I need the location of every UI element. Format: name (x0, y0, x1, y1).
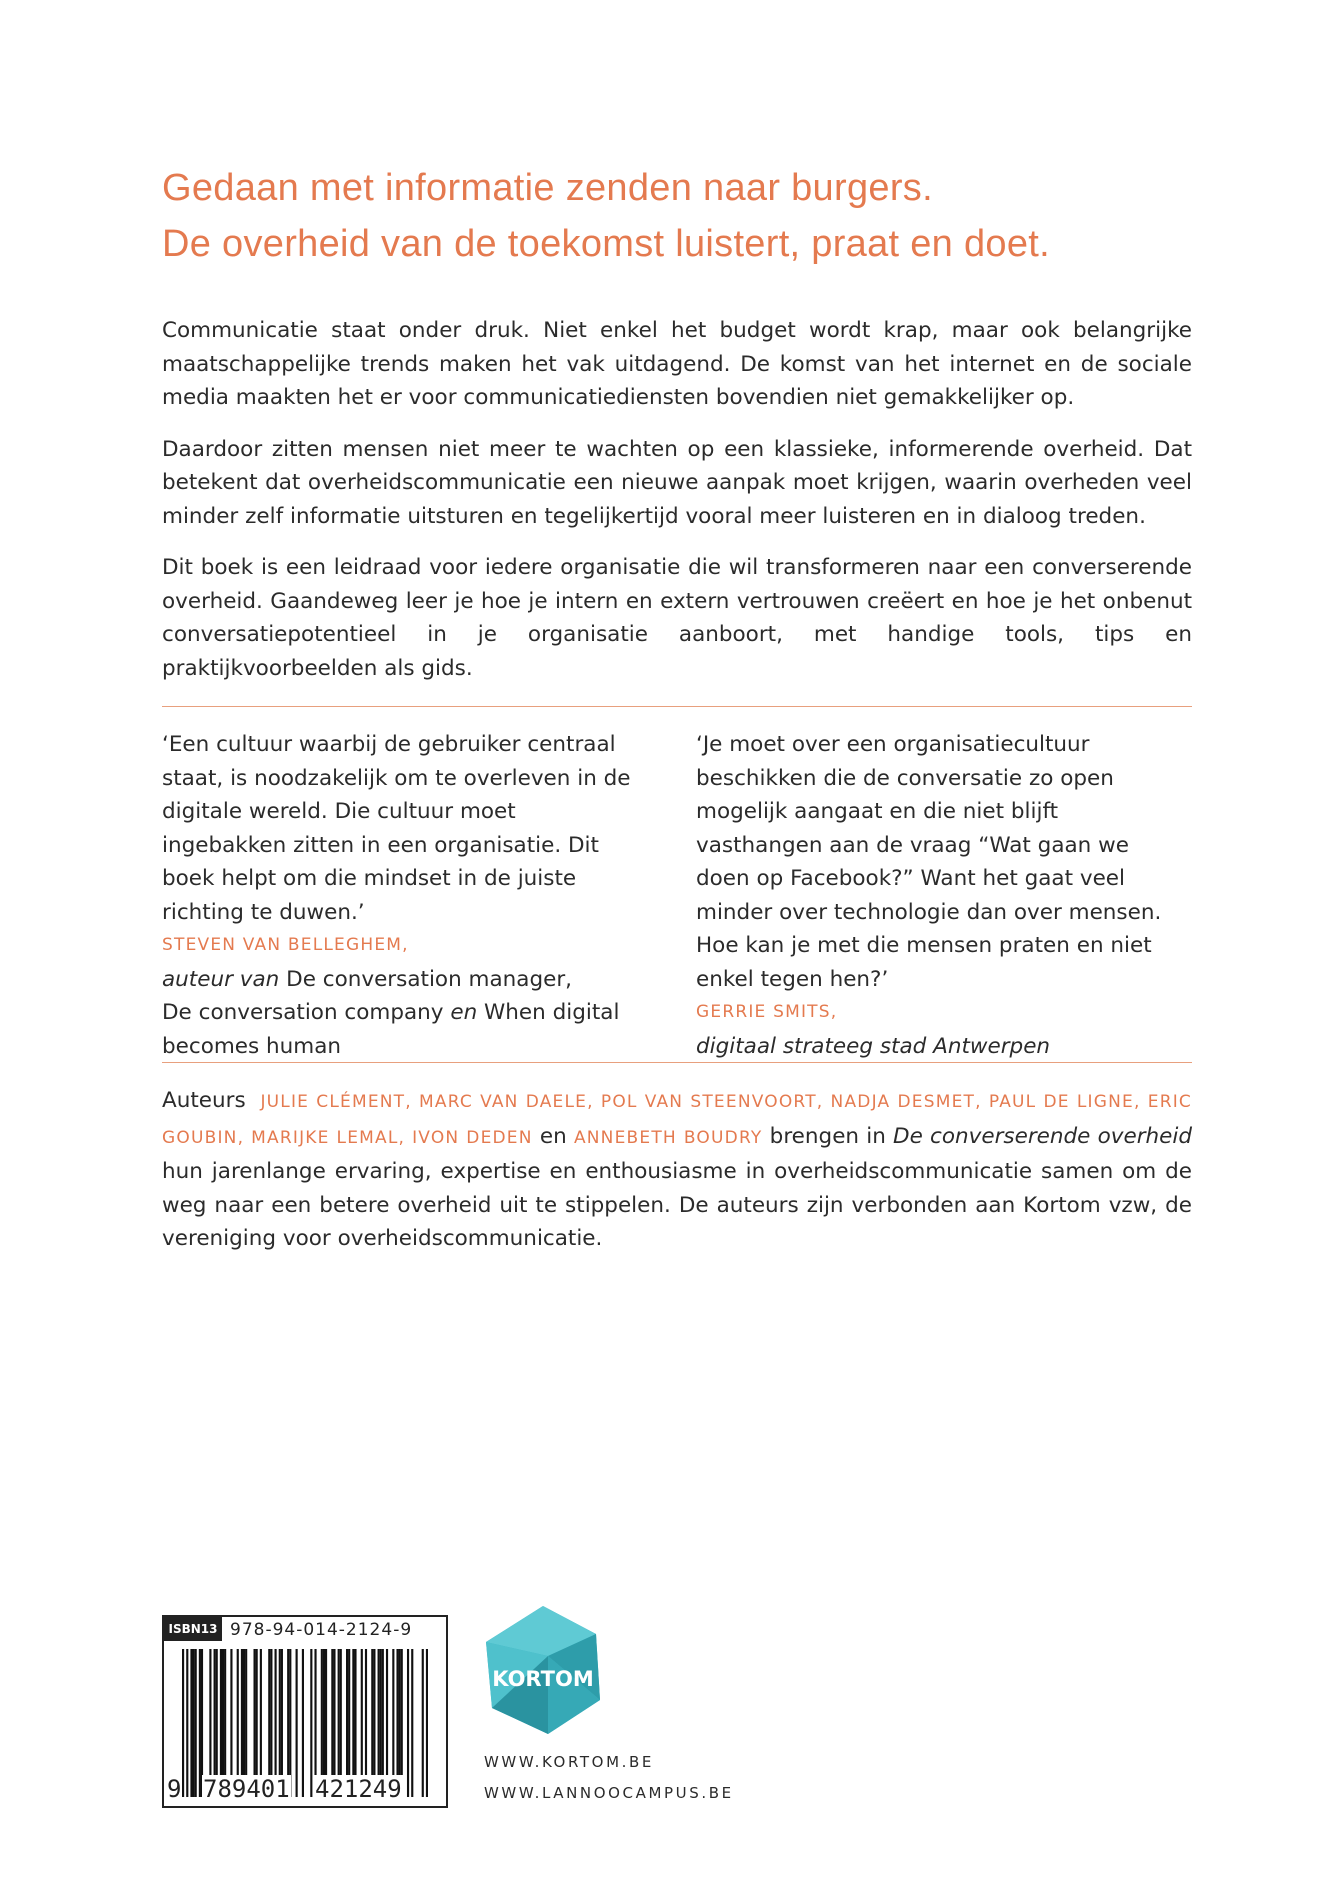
headline-line-2: De overheid van de toekomst luistert, praat en doet. (162, 223, 1050, 265)
quote-left-role-prefix: auteur van (162, 966, 280, 992)
intro-text (162, 314, 1192, 703)
authors-names: JULIE CLÉMENT, MARC VAN DAELE, POL VAN STEENVOORT, NADJA DESMET, PAUL DE LIGNE, ERIC GOUBIN, MARIJKE LEMAL, IVON DEDEN (162, 1092, 1192, 1148)
barcode-digit-first: 9 (167, 1775, 182, 1803)
quote-left-author: STEVEN VAN BELLEGHEM, (162, 935, 409, 955)
quote-left-book-1: De conversation manager, (286, 966, 573, 992)
quote-left-role (162, 963, 632, 1064)
url-kortom[interactable]: WWW.KORTOM.BE (484, 1753, 654, 1771)
isbn-label: ISBN13 (164, 1617, 222, 1641)
authors-mid: brengen in (769, 1123, 886, 1149)
isbn-number: 978-94-014-2124-9 (230, 1620, 413, 1640)
barcode-digits-right: 421249 (315, 1775, 402, 1803)
barcode-digits-left: 789401 (203, 1775, 290, 1803)
headline-line-1: Gedaan met informatie zenden naar burgers. (162, 167, 933, 209)
intro-paragraph-1: Communicatie staat onder druk. Niet enkel het budget wordt krap, maar ook belangrijke maatschappelijke trends maken het vak uitdagend. De komst van het internet en de sociale media maakten het er voor communicatiediensten bovendien niet gemakkelijker op. (162, 318, 1192, 410)
quote-left-role-en: en (450, 1000, 478, 1025)
quote-right (696, 728, 1176, 1063)
url-lannoocampus[interactable]: WWW.LANNOOCAMPUS.BE (484, 1784, 734, 1802)
intro-paragraph-3: Dit boek is een leidraad voor iedere organisatie die wil transformeren naar een converserende overheid. Gaandeweg leer je hoe je intern en extern vertrouwen creëert en hoe je het onbenut conversatiepotentieel in je organisatie aanboort, met handige tools, tips en praktijkvoorbeelden als gids. (162, 555, 1192, 681)
authors-lead: Auteurs (162, 1088, 246, 1113)
intro-paragraph-2: Daardoor zitten mensen niet meer te wachten op een klassieke, informerende overheid. Dat betekent dat overheidscommunicatie een nieuwe aanpak moet krijgen, waarin overheden veel minder zelf informatie uitsturen en tegelijkertijd vooral meer luisteren en in dialoog treden. (162, 436, 1192, 529)
quote-left-book-2: De conversation company (162, 1000, 444, 1025)
quote-left (162, 728, 632, 1063)
divider-bottom (162, 1062, 1192, 1063)
isbn-barcode (162, 1615, 448, 1808)
kortom-logo-text: KORTOM (492, 1667, 594, 1691)
website-links (484, 1747, 734, 1809)
quote-right-author: GERRIE SMITS, (696, 1002, 838, 1022)
authors-paragraph (162, 1084, 1192, 1256)
authors-last-name: ANNEBETH BOUDRY (573, 1127, 763, 1148)
headline (162, 160, 1212, 272)
book-title: De converserende overheid (893, 1123, 1193, 1149)
authors-rest: hun jarenlange ervaring, expertise en enthousiasme in overheidscommunicatie samen om de weg naar een betere overheid uit te stippelen. De auteurs zijn verbonden aan Kortom vzw, de vereniging voor overheidscommunicatie. (162, 1159, 1192, 1251)
authors-and: en (539, 1123, 567, 1149)
quote-right-text: ‘Je moet over een organisatiecultuur beschikken die de conversatie zo open mogelijk aangaat en die niet blijft vasthangen aan de vraag “Wat gaan we doen op Facebook?” Want het gaat veel minder over technologie dan over mensen. Hoe kan je met die mensen praten en niet enkel tegen hen?’ (696, 732, 1162, 992)
quote-left-text: ‘Een cultuur waarbij de gebruiker centraal staat, is noodzakelijk om te overleven in de digitale wereld. Die cultuur moet ingebakken zitten in een organisatie. Dit boek helpt om die mindset in de juiste richting te duwen.’ (162, 732, 631, 925)
kortom-logo (482, 1604, 604, 1738)
divider-top (162, 706, 1192, 707)
quote-right-role: digitaal strateeg stad Antwerpen (696, 1033, 1051, 1059)
kortom-logo-mark (482, 1604, 604, 1738)
barcode-digits (164, 1775, 446, 1805)
quote-left-book-3: When digital becomes human (162, 1000, 620, 1059)
